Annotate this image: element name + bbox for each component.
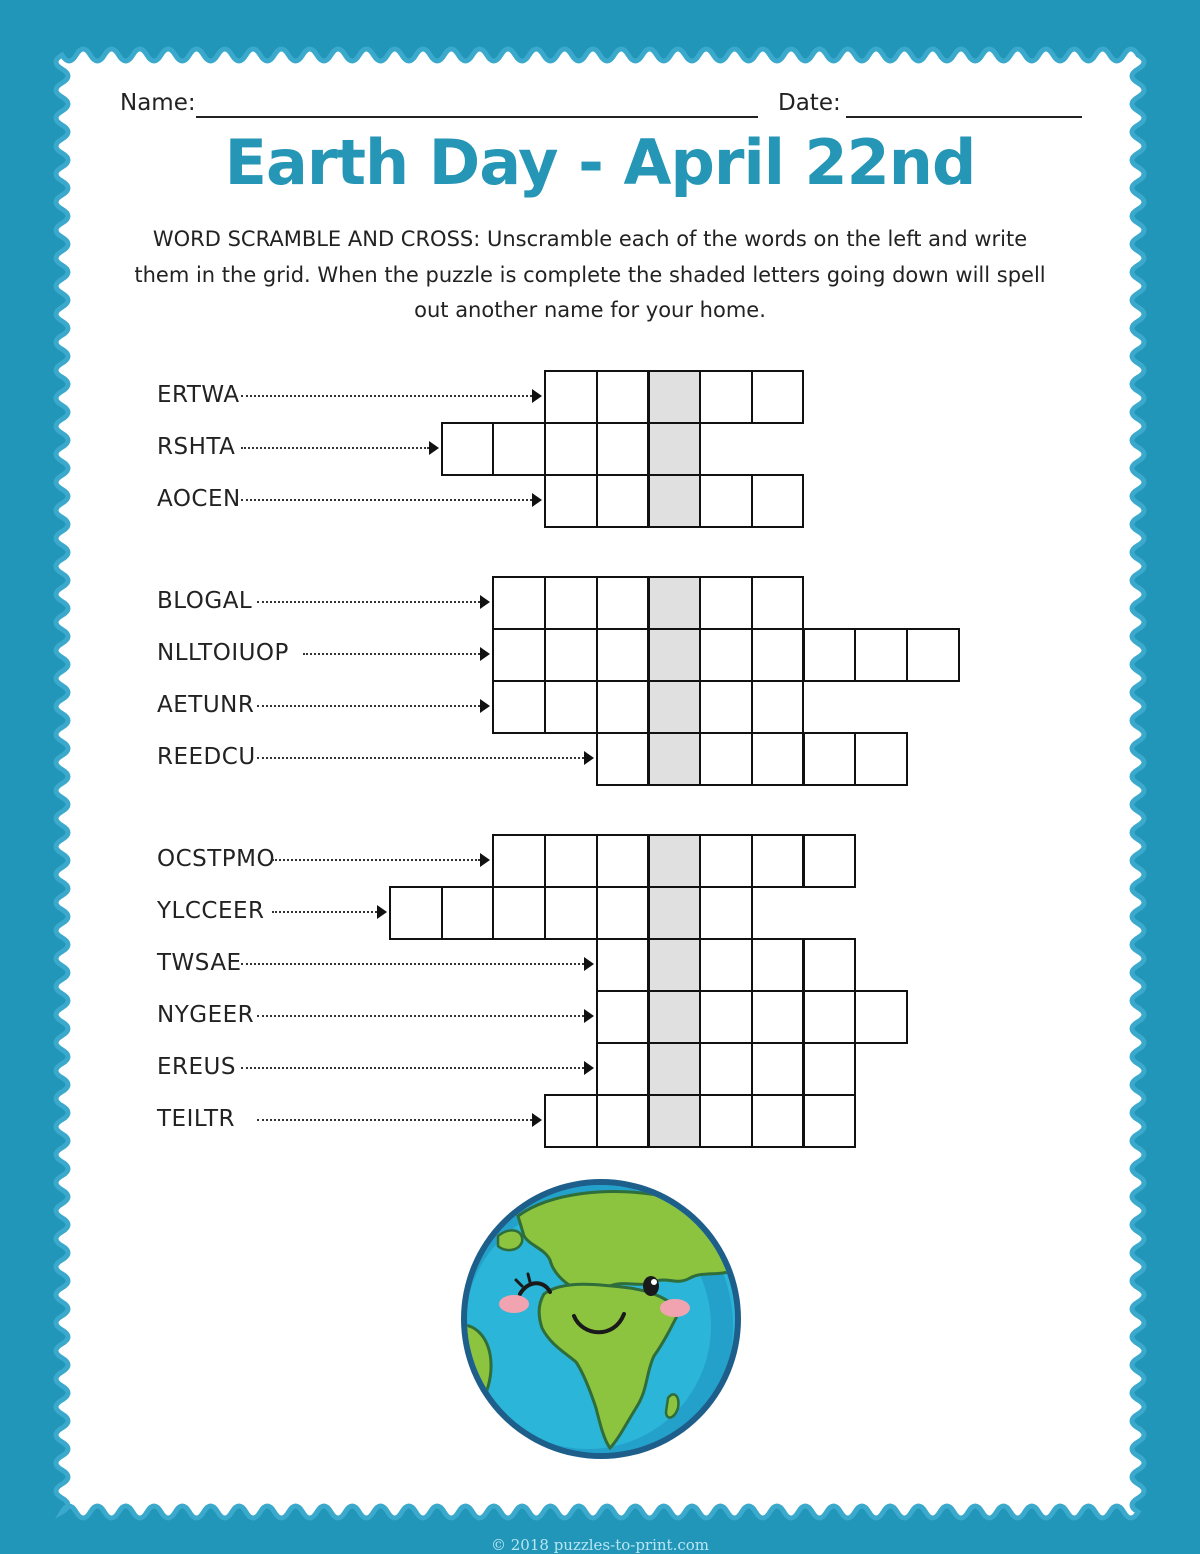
letter-cell[interactable] — [544, 422, 598, 476]
scrambled-word: RSHTA — [157, 434, 236, 460]
letter-cell[interactable] — [751, 990, 805, 1044]
scrambled-word: REEDCU — [157, 744, 256, 770]
arrow-right-icon — [584, 957, 594, 971]
letter-cell[interactable] — [751, 628, 805, 682]
letter-cell[interactable] — [751, 732, 805, 786]
letter-cell[interactable] — [751, 370, 805, 424]
letter-cell[interactable] — [544, 474, 598, 528]
letter-cell[interactable] — [389, 886, 443, 940]
letter-cell[interactable] — [699, 628, 753, 682]
letter-cell[interactable] — [596, 886, 650, 940]
letter-cell[interactable] — [596, 834, 650, 888]
letter-cell[interactable] — [596, 422, 650, 476]
letter-cell[interactable] — [441, 422, 495, 476]
scrambled-word: OCSTPMO — [157, 846, 276, 872]
letter-cell[interactable] — [544, 1094, 598, 1148]
copyright-text: © 2018 puzzles-to-print.com — [490, 1536, 710, 1554]
arrow-right-icon — [480, 647, 490, 661]
letter-cell[interactable] — [699, 1094, 753, 1148]
letter-cell[interactable] — [699, 990, 753, 1044]
shaded-letter-cell[interactable] — [648, 938, 702, 992]
letter-cell[interactable] — [751, 1042, 805, 1096]
scrambled-word: AOCEN — [157, 486, 241, 512]
letter-cell[interactable] — [596, 1094, 650, 1148]
name-line[interactable] — [196, 116, 758, 118]
letter-cell[interactable] — [699, 680, 753, 734]
scrambled-word: ERTWA — [157, 382, 240, 408]
letter-cell[interactable] — [751, 1094, 805, 1148]
shaded-letter-cell[interactable] — [648, 474, 702, 528]
letter-cell[interactable] — [492, 628, 546, 682]
letter-cell[interactable] — [596, 990, 650, 1044]
letter-cell[interactable] — [699, 576, 753, 630]
letter-cell[interactable] — [544, 834, 598, 888]
letter-cell[interactable] — [492, 834, 546, 888]
date-line[interactable] — [846, 116, 1082, 118]
letter-cell[interactable] — [699, 732, 753, 786]
letter-cell[interactable] — [544, 886, 598, 940]
letter-cell[interactable] — [544, 576, 598, 630]
letter-cell[interactable] — [751, 576, 805, 630]
arrow-right-icon — [584, 751, 594, 765]
letter-cell[interactable] — [596, 576, 650, 630]
letter-cell[interactable] — [906, 628, 960, 682]
dotted-leader — [303, 653, 480, 655]
letter-cell[interactable] — [699, 370, 753, 424]
letter-cell[interactable] — [854, 628, 908, 682]
arrow-right-icon — [532, 1113, 542, 1127]
letter-cell[interactable] — [699, 886, 753, 940]
arrow-right-icon — [429, 441, 439, 455]
scrambled-word: BLOGAL — [157, 588, 253, 614]
letter-cell[interactable] — [699, 1042, 753, 1096]
name-label: Name: — [120, 90, 196, 116]
letter-cell[interactable] — [854, 732, 908, 786]
letter-cell[interactable] — [544, 628, 598, 682]
dotted-leader — [272, 911, 377, 913]
letter-cell[interactable] — [596, 474, 650, 528]
dotted-leader — [257, 757, 584, 759]
letter-cell[interactable] — [803, 1094, 857, 1148]
page-title: Earth Day - April 22nd — [224, 126, 976, 199]
letter-cell[interactable] — [596, 370, 650, 424]
dotted-leader — [241, 395, 532, 397]
letter-cell[interactable] — [699, 834, 753, 888]
letter-cell[interactable] — [751, 834, 805, 888]
dotted-leader — [257, 601, 481, 603]
shaded-letter-cell[interactable] — [648, 680, 702, 734]
scrambled-word: NLLTOIUOP — [157, 640, 289, 666]
letter-cell[interactable] — [699, 474, 753, 528]
letter-cell[interactable] — [803, 938, 857, 992]
dotted-leader — [241, 499, 532, 501]
instructions-text: WORD SCRAMBLE AND CROSS: Unscramble each of the words on the left and write them in the grid. When the puzzle is complete the shaded letters going down will spell out another name for your home. — [134, 227, 1046, 322]
shaded-letter-cell[interactable] — [648, 628, 702, 682]
dotted-leader — [241, 447, 429, 449]
shaded-letter-cell[interactable] — [648, 370, 702, 424]
dotted-leader — [257, 1015, 584, 1017]
letter-cell[interactable] — [492, 680, 546, 734]
arrow-right-icon — [480, 699, 490, 713]
shaded-letter-cell[interactable] — [648, 732, 702, 786]
letter-cell[interactable] — [751, 474, 805, 528]
scrambled-word: YLCCEER — [157, 898, 265, 924]
letter-cell[interactable] — [441, 886, 495, 940]
scrambled-word: TEILTR — [157, 1106, 236, 1132]
dotted-leader — [241, 963, 584, 965]
dotted-leader — [257, 1119, 533, 1121]
smiling-earth-globe-icon — [458, 1176, 744, 1462]
shaded-letter-cell[interactable] — [648, 422, 702, 476]
letter-cell[interactable] — [803, 732, 857, 786]
shaded-letter-cell[interactable] — [648, 1094, 702, 1148]
shaded-letter-cell[interactable] — [648, 576, 702, 630]
letter-cell[interactable] — [492, 576, 546, 630]
arrow-right-icon — [584, 1009, 594, 1023]
letter-cell[interactable] — [803, 628, 857, 682]
letter-cell[interactable] — [596, 628, 650, 682]
letter-cell[interactable] — [699, 938, 753, 992]
letter-cell[interactable] — [596, 1042, 650, 1096]
letter-cell[interactable] — [854, 990, 908, 1044]
letter-cell[interactable] — [596, 680, 650, 734]
shaded-letter-cell[interactable] — [648, 1042, 702, 1096]
scrambled-word: NYGEER — [157, 1002, 255, 1028]
date-label: Date: — [778, 90, 841, 116]
dotted-leader — [257, 705, 481, 707]
arrow-right-icon — [480, 595, 490, 609]
letter-cell[interactable] — [596, 938, 650, 992]
letter-cell[interactable] — [751, 938, 805, 992]
letter-cell[interactable] — [492, 422, 546, 476]
arrow-right-icon — [532, 389, 542, 403]
dotted-leader — [241, 1067, 584, 1069]
letter-cell[interactable] — [803, 834, 857, 888]
scrambled-word: TWSAE — [157, 950, 242, 976]
letter-cell[interactable] — [544, 370, 598, 424]
scrambled-word: AETUNR — [157, 692, 255, 718]
letter-cell[interactable] — [544, 680, 598, 734]
letter-cell[interactable] — [751, 680, 805, 734]
letter-cell[interactable] — [803, 1042, 857, 1096]
dotted-leader — [272, 859, 480, 861]
shaded-letter-cell[interactable] — [648, 886, 702, 940]
shaded-letter-cell[interactable] — [648, 834, 702, 888]
scrambled-word: EREUS — [157, 1054, 236, 1080]
arrow-right-icon — [377, 905, 387, 919]
arrow-right-icon — [532, 493, 542, 507]
arrow-right-icon — [584, 1061, 594, 1075]
shaded-letter-cell[interactable] — [648, 990, 702, 1044]
letter-cell[interactable] — [803, 990, 857, 1044]
letter-cell[interactable] — [596, 732, 650, 786]
arrow-right-icon — [480, 853, 490, 867]
letter-cell[interactable] — [492, 886, 546, 940]
